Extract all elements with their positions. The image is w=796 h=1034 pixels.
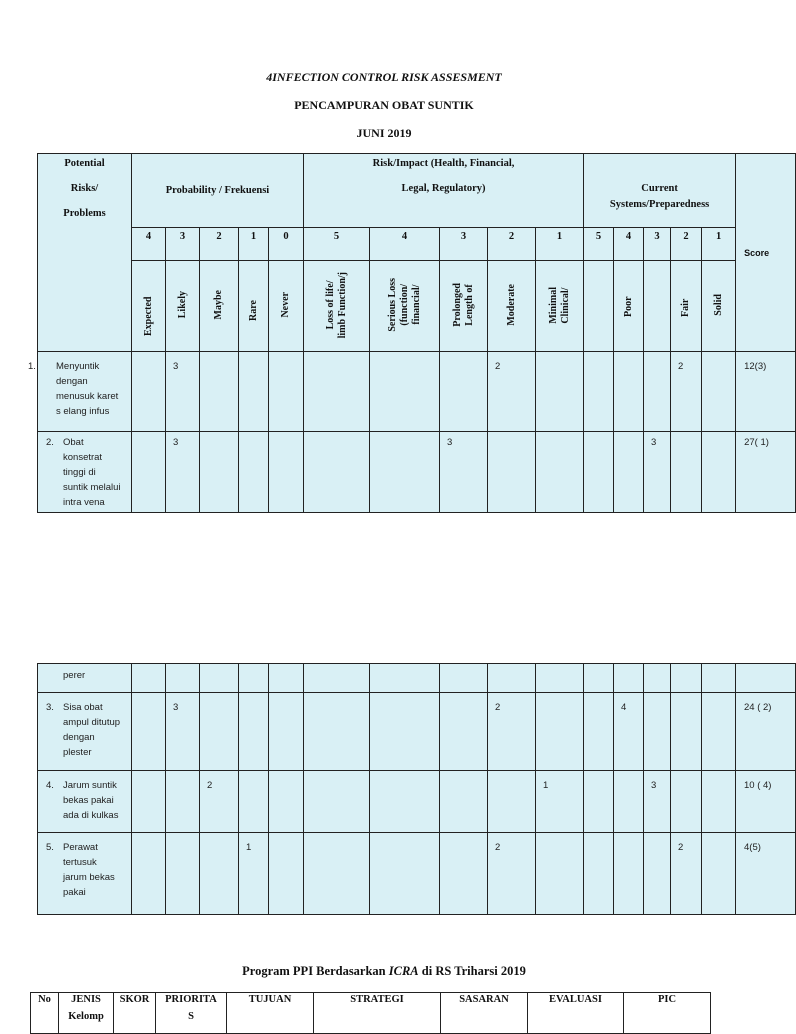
risk-table-body-part-1 — [28, 352, 796, 513]
systems-value-cell — [671, 432, 702, 513]
col-tujuan-text: TUJUAN — [248, 994, 292, 1005]
systems-level-cell — [614, 261, 644, 352]
systems-value-cell — [584, 771, 614, 833]
systems-level-label — [702, 261, 735, 349]
probability-value-cell — [239, 352, 269, 432]
systems-value-cell — [644, 352, 671, 432]
systems-scale-cell: 5 — [584, 228, 614, 261]
probability-value-cell — [166, 771, 200, 833]
row-number: 2. — [46, 437, 54, 448]
probability-level-cell — [239, 261, 269, 352]
score-header: Score — [736, 154, 796, 352]
header-row-levels — [38, 261, 796, 352]
potential-risks-header-text: Potential Risks/ Problems — [63, 158, 106, 219]
impact-level-label — [440, 261, 487, 349]
col-no-text: No — [38, 994, 51, 1005]
impact-scale-cell: 4 — [370, 228, 440, 261]
problem-cell — [38, 664, 132, 693]
col-skor-text: SKOR — [119, 994, 150, 1005]
probability-scale-cell: 0 — [269, 228, 304, 261]
col-no-header — [31, 993, 59, 1034]
systems-value-cell: 2 — [671, 833, 702, 915]
probability-level-text: Maybe — [213, 290, 224, 320]
program-table-wrap — [0, 992, 768, 1024]
col-skor-header — [114, 993, 156, 1034]
total-score-cell: 24 ( 2) — [736, 693, 796, 771]
row-number: 5. — [46, 842, 54, 853]
probability-value-cell — [239, 771, 269, 833]
systems-value-cell — [702, 771, 736, 833]
systems-level-cell — [671, 261, 702, 352]
problem-cell — [28, 352, 132, 432]
problem-text: Jarum suntik bekas pakai ada di kulkas — [63, 780, 119, 821]
col-strategi-text: STRATEGI — [350, 994, 404, 1005]
header-row-scale — [38, 228, 796, 261]
probability-value-cell — [200, 664, 239, 693]
impact-value-cell — [304, 693, 370, 771]
impact-value-cell: 2 — [488, 352, 536, 432]
systems-value-cell — [644, 693, 671, 771]
problem-text: perer — [63, 670, 86, 681]
systems-value-cell — [702, 352, 736, 432]
impact-scale-cell: 3 — [440, 228, 488, 261]
impact-value-cell — [370, 432, 440, 513]
program-title-text-end: di RS Triharsi 2019 — [418, 964, 526, 978]
impact-value-cell — [488, 771, 536, 833]
program-title-icra: ICRA — [388, 964, 419, 978]
probability-value-cell — [200, 833, 239, 915]
impact-value-cell: 2 — [488, 693, 536, 771]
risk-assessment-table-continued — [37, 663, 796, 915]
probability-level-label — [239, 261, 268, 349]
probability-scale-cell: 3 — [166, 228, 200, 261]
systems-value-cell — [671, 664, 702, 693]
probability-value-cell: 3 — [166, 352, 200, 432]
total-score-cell: 12(3) — [736, 352, 796, 432]
systems-value-cell — [584, 664, 614, 693]
impact-value-cell — [440, 352, 488, 432]
col-evaluasi-text: EVALUASI — [549, 994, 602, 1005]
potential-risks-header — [38, 154, 132, 352]
systems-value-cell — [644, 664, 671, 693]
risk-assessment-table — [28, 153, 796, 513]
impact-value-cell — [440, 693, 488, 771]
col-pic-text: PIC — [657, 994, 677, 1005]
systems-value-cell — [614, 771, 644, 833]
probability-value-cell: 1 — [239, 833, 269, 915]
systems-value-cell — [702, 432, 736, 513]
probability-level-label — [166, 261, 199, 349]
impact-value-cell — [536, 352, 584, 432]
impact-level-label — [536, 261, 583, 349]
problem-cell — [38, 432, 132, 513]
impact-level-text: Serious Loss (function/ financial/ — [386, 278, 422, 332]
probability-header: Probability / Frekuensi — [132, 154, 304, 228]
probability-value-cell — [239, 432, 269, 513]
systems-value-cell: 3 — [644, 771, 671, 833]
probability-level-text: Never — [280, 292, 291, 318]
problem-cell — [38, 833, 132, 915]
systems-level-text: Solid — [712, 294, 724, 316]
impact-value-cell — [536, 432, 584, 513]
probability-level-text: Likely — [176, 291, 188, 319]
impact-level-text: Moderate — [505, 284, 517, 326]
systems-level-label — [644, 261, 670, 349]
risk-table-part-2 — [0, 663, 772, 916]
col-evaluasi-header — [528, 993, 624, 1034]
probability-value-cell — [132, 833, 166, 915]
document-title: 4INFECTION CONTROL RISK ASSESMENT — [266, 70, 502, 84]
systems-value-cell — [584, 693, 614, 771]
problem-cell — [38, 771, 132, 833]
probability-level-cell — [200, 261, 239, 352]
impact-value-cell — [304, 771, 370, 833]
col-sasaran-header — [441, 993, 528, 1034]
impact-value-cell: 2 — [488, 833, 536, 915]
impact-value-cell — [488, 432, 536, 513]
probability-value-cell — [132, 771, 166, 833]
systems-value-cell — [584, 352, 614, 432]
probability-value-cell — [269, 664, 304, 693]
impact-scale-cell: 2 — [488, 228, 536, 261]
probability-scale-cell: 2 — [200, 228, 239, 261]
probability-value-cell — [132, 352, 166, 432]
probability-value-cell — [239, 664, 269, 693]
row-number: 3. — [46, 702, 54, 713]
probability-value-cell — [200, 352, 239, 432]
total-score-cell: 10 ( 4) — [736, 771, 796, 833]
program-header-row — [31, 993, 711, 1034]
probability-value-cell — [239, 693, 269, 771]
risk-row-2 — [38, 432, 796, 513]
systems-level-cell — [644, 261, 671, 352]
impact-value-cell — [370, 771, 440, 833]
probability-level-cell — [269, 261, 304, 352]
col-jenis-text: JENIS Kelomp — [68, 994, 104, 1022]
systems-value-cell: 2 — [671, 352, 702, 432]
impact-value-cell — [440, 664, 488, 693]
risk-row-5 — [38, 833, 796, 915]
systems-value-cell — [614, 352, 644, 432]
probability-level-text: Expected — [142, 296, 154, 336]
systems-scale-cell: 2 — [671, 228, 702, 261]
row-number: 1. — [28, 361, 36, 372]
impact-level-cell — [440, 261, 488, 352]
col-prioritas-text: PRIORITA S — [165, 994, 217, 1022]
row-number: 4. — [46, 780, 54, 791]
impact-level-cell — [488, 261, 536, 352]
systems-header: Current Systems/Preparedness — [584, 154, 736, 228]
header-row-groups — [38, 154, 796, 228]
risk-table-header — [38, 154, 796, 352]
probability-value-cell: 3 — [166, 693, 200, 771]
total-score-cell — [736, 664, 796, 693]
probability-value-cell — [166, 833, 200, 915]
col-jenis-header — [59, 993, 114, 1034]
impact-value-cell — [304, 664, 370, 693]
systems-value-cell — [702, 693, 736, 771]
impact-value-cell — [370, 693, 440, 771]
systems-level-cell — [702, 261, 736, 352]
impact-value-cell — [488, 664, 536, 693]
col-pic-header — [624, 993, 711, 1034]
systems-level-cell — [584, 261, 614, 352]
probability-scale-cell: 4 — [132, 228, 166, 261]
impact-level-text: Loss of life/ limb Function/j — [324, 271, 348, 339]
program-table-header — [31, 993, 711, 1034]
impact-scale-cell: 1 — [536, 228, 584, 261]
impact-value-cell — [440, 771, 488, 833]
risk-row-continued — [38, 664, 796, 693]
impact-value-cell — [304, 352, 370, 432]
systems-level-label — [584, 261, 613, 349]
probability-level-label — [132, 261, 165, 349]
probability-value-cell — [269, 693, 304, 771]
systems-level-label — [671, 261, 701, 349]
probability-value-cell: 2 — [200, 771, 239, 833]
problem-text: Perawat tertusuk jarum bekas pakai — [63, 842, 115, 898]
probability-level-label — [269, 261, 303, 349]
impact-value-cell: 3 — [440, 432, 488, 513]
impact-value-cell — [370, 664, 440, 693]
impact-value-cell — [304, 833, 370, 915]
systems-level-label — [614, 261, 643, 349]
risk-table-part-1 — [0, 153, 768, 513]
program-title — [0, 963, 768, 979]
probability-value-cell — [269, 352, 304, 432]
systems-value-cell — [614, 664, 644, 693]
total-score-cell: 4(5) — [736, 833, 796, 915]
systems-value-cell — [644, 833, 671, 915]
problem-text: Sisa obat ampul ditutup dengan plester — [63, 702, 121, 758]
systems-value-cell — [614, 432, 644, 513]
impact-level-label — [370, 261, 439, 349]
probability-level-text: Rare — [247, 300, 259, 321]
col-sasaran-text: SASARAN — [459, 994, 509, 1005]
probability-level-label — [200, 261, 238, 349]
col-strategi-header — [314, 993, 441, 1034]
systems-scale-cell: 3 — [644, 228, 671, 261]
probability-value-cell: 3 — [166, 432, 200, 513]
risk-row-3 — [38, 693, 796, 771]
systems-value-cell — [614, 833, 644, 915]
probability-value-cell — [200, 693, 239, 771]
impact-value-cell — [536, 693, 584, 771]
systems-value-cell — [584, 833, 614, 915]
document-date: JUNI 2019 — [356, 126, 412, 140]
document-subtitle: PENCAMPURAN OBAT SUNTIK — [294, 98, 474, 112]
systems-scale-cell: 1 — [702, 228, 736, 261]
systems-value-cell — [671, 693, 702, 771]
systems-level-text: Poor — [622, 296, 634, 317]
probability-value-cell — [269, 771, 304, 833]
systems-value-cell — [671, 771, 702, 833]
impact-level-cell — [370, 261, 440, 352]
impact-value-cell: 1 — [536, 771, 584, 833]
systems-value-cell — [702, 664, 736, 693]
col-tujuan-header — [227, 993, 314, 1034]
impact-value-cell — [370, 833, 440, 915]
probability-value-cell — [132, 693, 166, 771]
impact-level-label — [488, 261, 535, 349]
impact-level-cell — [536, 261, 584, 352]
probability-value-cell — [132, 432, 166, 513]
impact-value-cell — [304, 432, 370, 513]
total-score-cell: 27( 1) — [736, 432, 796, 513]
impact-level-text: Minimal Clinical/ — [547, 286, 571, 324]
systems-value-cell: 4 — [614, 693, 644, 771]
systems-value-cell — [584, 432, 614, 513]
impact-level-text: Prolonged Length of — [451, 283, 475, 327]
impact-value-cell — [440, 833, 488, 915]
probability-value-cell — [269, 833, 304, 915]
risk-row-4 — [38, 771, 796, 833]
probability-value-cell — [269, 432, 304, 513]
program-title-text: Program PPI Berdasarkan — [242, 964, 389, 978]
systems-value-cell: 3 — [644, 432, 671, 513]
systems-value-cell — [702, 833, 736, 915]
probability-level-cell — [166, 261, 200, 352]
probability-value-cell — [200, 432, 239, 513]
probability-scale-cell: 1 — [239, 228, 269, 261]
impact-level-label — [304, 261, 369, 349]
impact-scale-cell: 5 — [304, 228, 370, 261]
systems-scale-cell: 4 — [614, 228, 644, 261]
impact-header — [304, 154, 584, 228]
risk-table-body-part-2 — [38, 664, 796, 915]
problem-cell — [38, 693, 132, 771]
problem-text: Menyuntik dengan menusuk karet s elang infus — [56, 361, 119, 417]
probability-value-cell — [166, 664, 200, 693]
probability-value-cell — [132, 664, 166, 693]
systems-level-text: Fair — [680, 298, 692, 317]
impact-level-cell — [304, 261, 370, 352]
problem-text: Obat konsetrat tinggi di suntik melalui intra vena — [63, 437, 121, 508]
impact-value-cell — [370, 352, 440, 432]
risk-row-1 — [38, 352, 796, 432]
impact-header-text: Risk/Impact (Health, Financial, Legal, Regulatory) — [372, 158, 515, 194]
probability-level-cell — [132, 261, 166, 352]
col-prioritas-header — [156, 993, 227, 1034]
program-table — [30, 992, 711, 1034]
impact-value-cell — [536, 664, 584, 693]
impact-value-cell — [536, 833, 584, 915]
